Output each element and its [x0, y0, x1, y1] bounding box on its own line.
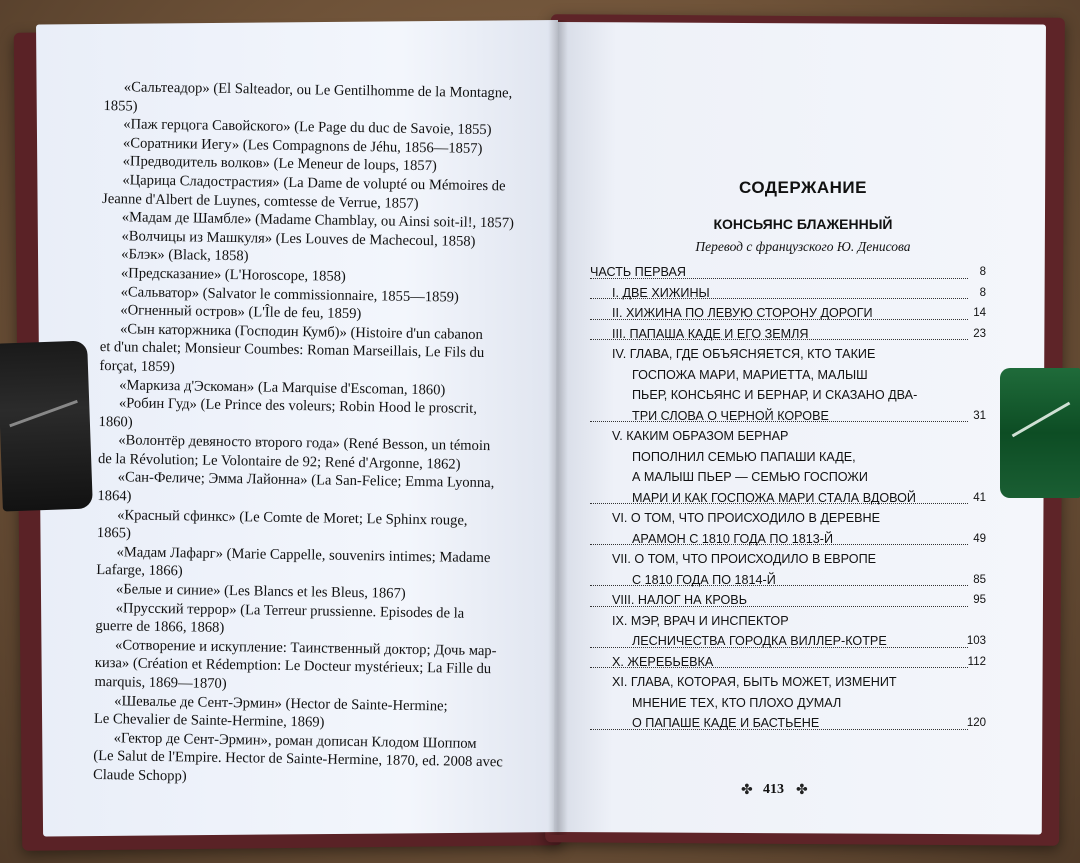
toc-entry [590, 631, 986, 652]
toc-entry-title: II. ХИЖИНА ПО ЛЕВУЮ СТОРОНУ ДОРОГИ [612, 306, 873, 320]
toc-entry-page: 85 [973, 573, 986, 586]
table-of-contents [590, 262, 986, 734]
toc-entry [590, 426, 986, 447]
bibliography-line: forçat, 1859) [99, 357, 175, 376]
toc-entry [590, 570, 986, 591]
bibliography-line: «Маркиза д'Эскоман» (La Marquise d'Escoman, 1860) [119, 376, 446, 398]
toc-entry-title: О ПАПАШЕ КАДЕ И БАСТЬЕНЕ [632, 716, 820, 730]
book-gutter [548, 20, 568, 835]
bibliography-line: «Красный сфинкс» (Le Comte de Moret; Le Sphinx rouge, [117, 506, 468, 529]
toc-entry-title: АРАМОН С 1810 ГОДА ПО 1813-Й [632, 531, 834, 546]
bibliography-line: «Огненный остров» (L'Île de feu, 1859) [120, 302, 362, 323]
toc-entry-title: X. ЖЕРЕБЬЕВКА [612, 654, 714, 669]
bibliography-line: «Прусский террор» (La Terreur prussienne. Episodes de la [115, 599, 465, 622]
bibliography-line: «Мадам Лафарг» (Marie Cappelle, souvenirs intimes; Madame [116, 544, 491, 566]
bibliography-line: «Шевалье де Сент-Эрмин» (Hector de Sainte-Hermine; [114, 692, 448, 715]
toc-entry-page: 112 [967, 655, 986, 668]
bibliography-line: «Белые и синие» (Les Blancs et les Bleus, 1867) [115, 581, 406, 602]
toc-entry [590, 590, 986, 611]
ornament-right-icon: ✤ [796, 783, 808, 798]
toc-entry [590, 365, 986, 386]
bibliography-line: «Блэк» (Black, 1858) [121, 246, 249, 265]
bibliography-line: «Волонтёр девяносто второго года» (René Besson, un témoin [118, 432, 491, 455]
toc-entry [590, 672, 986, 693]
toc-entry-page: 41 [973, 491, 986, 504]
toc-entry-title: ЛЕСНИЧЕСТВА ГОРОДКА ВИЛЛЕР-КОТРЕ [632, 634, 887, 648]
bibliography-line: Lafarge, 1866) [96, 562, 183, 580]
toc-entry [590, 467, 986, 488]
toc-entry [590, 611, 986, 632]
toc-entry-title: ЧАСТЬ ПЕРВАЯ [590, 265, 686, 279]
toc-entry-title: А МАЛЫШ ПЬЕР — СЕМЬЮ ГОСПОЖИ [632, 470, 868, 484]
bibliography-line: «Сотворение и искупление: Таинственный доктор; Дочь мар- [114, 637, 497, 660]
bibliography-line: киза» (Création et Rédemption: Le Docteur mystérieux; La Fille du [94, 655, 492, 678]
bibliography-line: «Предсказание» (L'Horoscope, 1858) [120, 265, 346, 285]
ornament-left-icon: ✤ [741, 783, 753, 798]
toc-entry [590, 529, 986, 550]
toc-entry-page: 8 [979, 266, 986, 278]
bibliography-line: guerre de 1866, 1868) [95, 618, 225, 637]
bibliography-line: marquis, 1869—1870) [94, 673, 227, 693]
toc-entry [590, 303, 986, 324]
toc-entry-title: ТРИ СЛОВА О ЧЕРНОЙ КОРОВЕ [632, 408, 829, 423]
toc-entry-title: VIII. НАЛОГ НА КРОВЬ [612, 593, 747, 607]
bibliography-line: «Гектор де Сент-Эрмин», роман дописан Клодом Шоппом [113, 730, 477, 752]
toc-entry-page: 14 [973, 307, 986, 319]
toc-entry [590, 447, 986, 468]
toc-entry [590, 406, 986, 427]
toc-entry-page: 103 [966, 635, 986, 647]
bibliography-line: «Паж герцога Савойского» (Le Page du duc de Savoie, 1855) [123, 116, 492, 139]
bibliography-line: «Волчицы из Машкуля» (Les Louves de Machecoul, 1858) [121, 228, 476, 250]
left-page-text [93, 78, 524, 791]
bibliography-line: «Мадам де Шамбле» (Madame Chamblay, ou Ainsi soit-il!, 1857) [121, 209, 515, 232]
bibliography-line: «Сын каторжника (Господин Кумб)» (Histoire d'un cabanon [119, 321, 483, 343]
page-number: 413 [763, 782, 784, 797]
toc-entry [590, 324, 986, 345]
green-binder-clip [1000, 368, 1080, 498]
toc-entry [590, 713, 986, 734]
black-binder-clip [0, 340, 93, 511]
toc-entry [590, 262, 986, 283]
toc-entry-title: I. ДВЕ ХИЖИНЫ [612, 285, 710, 300]
bibliography-line: «Предводитель волков» (Le Meneur de loups, 1857) [122, 153, 437, 175]
toc-entry [590, 508, 986, 529]
toc-entry-title: V. КАКИМ ОБРАЗОМ БЕРНАР [612, 429, 789, 443]
toc-entry-page: 95 [973, 594, 986, 606]
bibliography-line: Jeanne d'Albert de Luynes, comtesse de Verrue, 1857) [101, 190, 419, 212]
bibliography-line: «Сальватор» (Salvator le commissionnaire, 1855—1859) [120, 283, 459, 306]
toc-heading [560, 178, 1046, 198]
toc-entry [590, 693, 986, 714]
bibliography-line: Claude Schopp) [92, 766, 187, 785]
bibliography-line: «Сан-Феличе; Эмма Лайонна» (La San-Felice; Emma Lyonna, [117, 469, 495, 492]
toc-entry [590, 488, 986, 509]
toc-entry-page: 31 [973, 409, 986, 422]
toc-entry-page: 23 [973, 327, 986, 340]
bibliography-line: de la Révolution; Le Volontaire de 92; René d'Argonne, 1862) [97, 450, 461, 473]
toc-entry-title: VII. О ТОМ, ЧТО ПРОИСХОДИЛО В ЕВРОПЕ [612, 552, 877, 566]
toc-entry-title: ПЬЕР, КОНСЬЯНС И БЕРНАР, И СКАЗАНО ДВА- [632, 388, 918, 402]
bibliography-line: «Царица Сладострастия» (La Dame de volupté ou Mémoires de [122, 172, 506, 195]
toc-entry-title: VI. О ТОМ, ЧТО ПРОИСХОДИЛО В ДЕРЕВНЕ [612, 511, 880, 525]
bibliography-line: 1864) [97, 488, 132, 505]
toc-entry-title: XI. ГЛАВА, КОТОРАЯ, БЫТЬ МОЖЕТ, ИЗМЕНИТ [612, 675, 897, 689]
toc-entry [590, 283, 986, 304]
bibliography-line: 1865) [96, 525, 132, 542]
toc-entry [590, 549, 986, 570]
toc-entry-page: 8 [979, 286, 986, 299]
bibliography-line: «Робин Гуд» (Le Prince des voleurs; Robin Hood le proscrit, [118, 395, 478, 417]
bibliography-line: 1860) [98, 413, 133, 431]
toc-entry-title: IV. ГЛАВА, ГДЕ ОБЪЯСНЯЕТСЯ, КТО ТАКИЕ [612, 347, 876, 361]
toc-entry-title: ГОСПОЖА МАРИ, МАРИЕТТА, МАЛЫШ [632, 367, 868, 382]
toc-entry-title: IX. МЭР, ВРАЧ И ИНСПЕКТОР [612, 613, 789, 628]
bibliography-line: «Соратники Иегу» (Les Compagnons de Jéhu, 1856—1857) [122, 135, 483, 157]
toc-entry-page: 49 [973, 532, 986, 545]
toc-entry [590, 344, 986, 365]
bibliography-line: Le Chevalier de Sainte-Hermine, 1869) [93, 711, 325, 731]
bibliography-line: «Сальтеадор» (El Salteador, ou Le Gentilhomme de la Montagne, [123, 79, 513, 102]
toc-entry-title: МАРИ И КАК ГОСПОЖА МАРИ СТАЛА ВДОВОЙ [632, 490, 916, 505]
toc-entry-title: МНЕНИЕ ТЕХ, КТО ПЛОХО ДУМАЛ [632, 695, 842, 710]
toc-entry-title: ПОПОЛНИЛ СЕМЬЮ ПАПАШИ КАДЕ, [632, 449, 856, 464]
bibliography-line: 1855) [103, 97, 138, 115]
toc-entry-title: III. ПАПАША КАДЕ И ЕГО ЗЕМЛЯ [612, 326, 809, 341]
toc-entry-title: С 1810 ГОДА ПО 1814-Й [632, 572, 776, 587]
toc-entry-page: 120 [966, 717, 986, 729]
book-title: КОНСЬЯНС БЛАЖЕННЫЙ [713, 216, 893, 232]
contents-heading: СОДЕРЖАНИЕ [739, 178, 867, 197]
translation-credit: Перевод с французского Ю. Денисова [695, 239, 911, 254]
bibliography-line: et d'un chalet; Monsieur Coumbes: Roman Marseillais, Le Fils du [99, 339, 485, 362]
toc-entry [590, 385, 986, 406]
bibliography-line: (Le Salut de l'Empire. Hector de Sainte-Hermine, 1870, ed. 2008 avec [93, 748, 503, 771]
toc-entry [590, 652, 986, 673]
